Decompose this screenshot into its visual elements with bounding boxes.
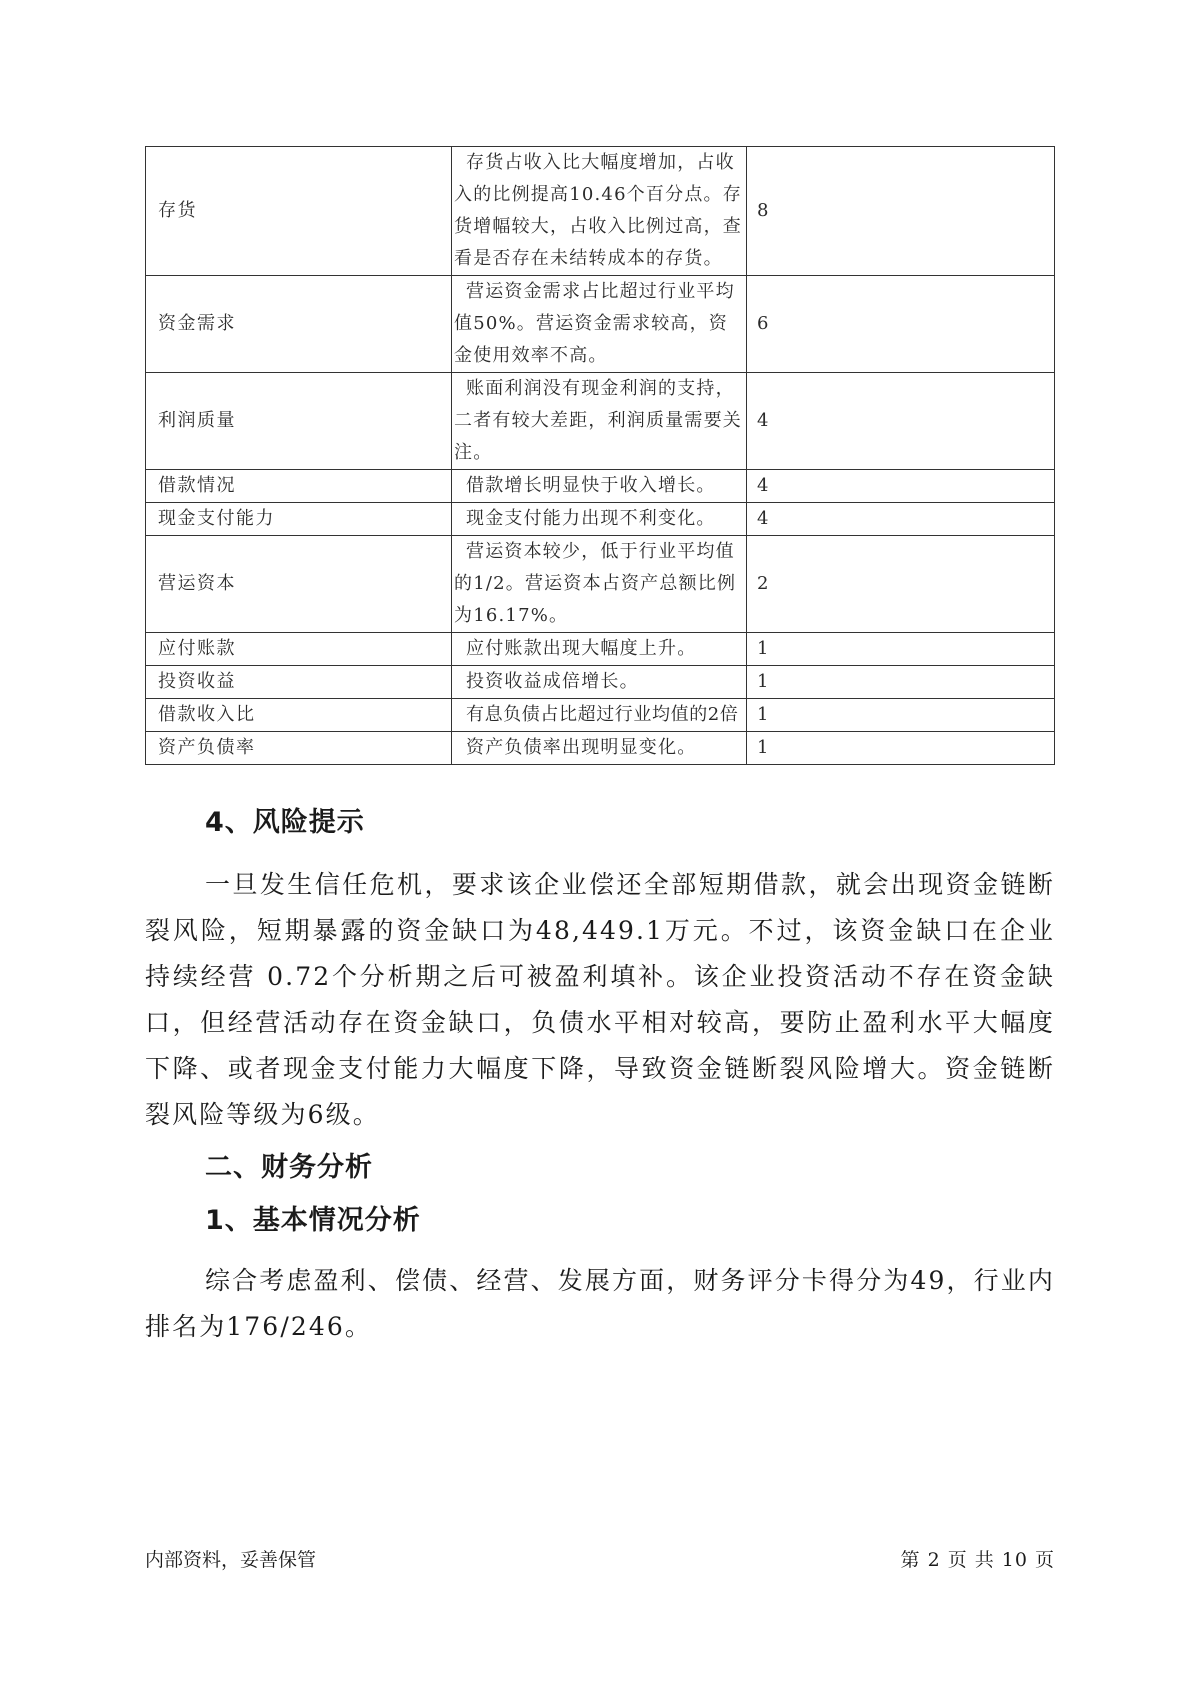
section-heading-financial-analysis: 二、财务分析 [205, 1152, 373, 1183]
table-row [146, 666, 1055, 699]
indicator-name: 投资收益 [146, 666, 452, 699]
footer-confidential-note: 内部资料，妥善保管 [145, 1549, 317, 1571]
table-row [146, 276, 1055, 373]
indicator-score: 6 [747, 276, 1055, 373]
table-row [146, 732, 1055, 765]
indicator-description: 资产负债率出现明显变化。 [452, 732, 747, 765]
table-row [146, 147, 1055, 276]
table-row [146, 503, 1055, 536]
indicator-score: 4 [747, 470, 1055, 503]
indicator-score: 8 [747, 147, 1055, 276]
indicator-score: 1 [747, 732, 1055, 765]
indicator-name: 借款收入比 [146, 699, 452, 732]
indicator-description: 投资收益成倍增长。 [452, 666, 747, 699]
indicator-description: 存货占收入比大幅度增加，占收入的比例提高10.46个百分点。存货增幅较大，占收入比例过高，查看是否存在未结转成本的存货。 [452, 147, 747, 276]
indicator-name: 资产负债率 [146, 732, 452, 765]
indicator-name: 存货 [146, 147, 452, 276]
indicator-score: 4 [747, 373, 1055, 470]
risk-alert-paragraph: 一旦发生信任危机，要求该企业偿还全部短期借款，就会出现资金链断裂风险，短期暴露的资金缺口为48,449.1万元。不过，该资金缺口在企业持续经营 0.72个分析期之后可被盈利填补。该企业投资活动不存在资金缺口，但经营活动存在资金缺口，负债水平相对较高，要防止盈利水平大幅度下降、或者现金支付能力大幅度下降，导致资金链断裂风险增大。资金链断裂风险等级为6级。 [145, 870, 1055, 1129]
indicator-score: 2 [747, 536, 1055, 633]
indicator-description: 营运资金需求占比超过行业平均值50%。营运资金需求较高，资金使用效率不高。 [452, 276, 747, 373]
indicator-description: 有息负债占比超过行业均值的2倍 [452, 699, 747, 732]
indicator-score: 4 [747, 503, 1055, 536]
indicator-name: 营运资本 [146, 536, 452, 633]
basic-analysis-paragraph: 综合考虑盈利、偿债、经营、发展方面，财务评分卡得分为49，行业内排名为176/246。 [145, 1266, 1055, 1341]
table-row [146, 633, 1055, 666]
risk-indicator-table [145, 146, 1055, 765]
subsection-heading-basic-analysis: 1、基本情况分析 [205, 1205, 421, 1236]
indicator-description: 借款增长明显快于收入增长。 [452, 470, 747, 503]
indicator-score: 1 [747, 633, 1055, 666]
indicator-name: 应付账款 [146, 633, 452, 666]
indicator-name: 利润质量 [146, 373, 452, 470]
indicator-description: 营运资本较少，低于行业平均值的1/2。营运资本占资产总额比例为16.17%。 [452, 536, 747, 633]
table-row [146, 470, 1055, 503]
indicator-name: 现金支付能力 [146, 503, 452, 536]
indicator-description: 账面利润没有现金利润的支持，二者有较大差距，利润质量需要关注。 [452, 373, 747, 470]
indicator-score: 1 [747, 666, 1055, 699]
indicator-name: 资金需求 [146, 276, 452, 373]
indicator-name: 借款情况 [146, 470, 452, 503]
table-row [146, 536, 1055, 633]
table-row [146, 699, 1055, 732]
indicator-description: 现金支付能力出现不利变化。 [452, 503, 747, 536]
table-row [146, 373, 1055, 470]
footer-page-number: 第 2 页 共 10 页 [900, 1549, 1055, 1571]
section-heading-risk-alert: 4、风险提示 [205, 807, 365, 838]
indicator-score: 1 [747, 699, 1055, 732]
indicator-description: 应付账款出现大幅度上升。 [452, 633, 747, 666]
